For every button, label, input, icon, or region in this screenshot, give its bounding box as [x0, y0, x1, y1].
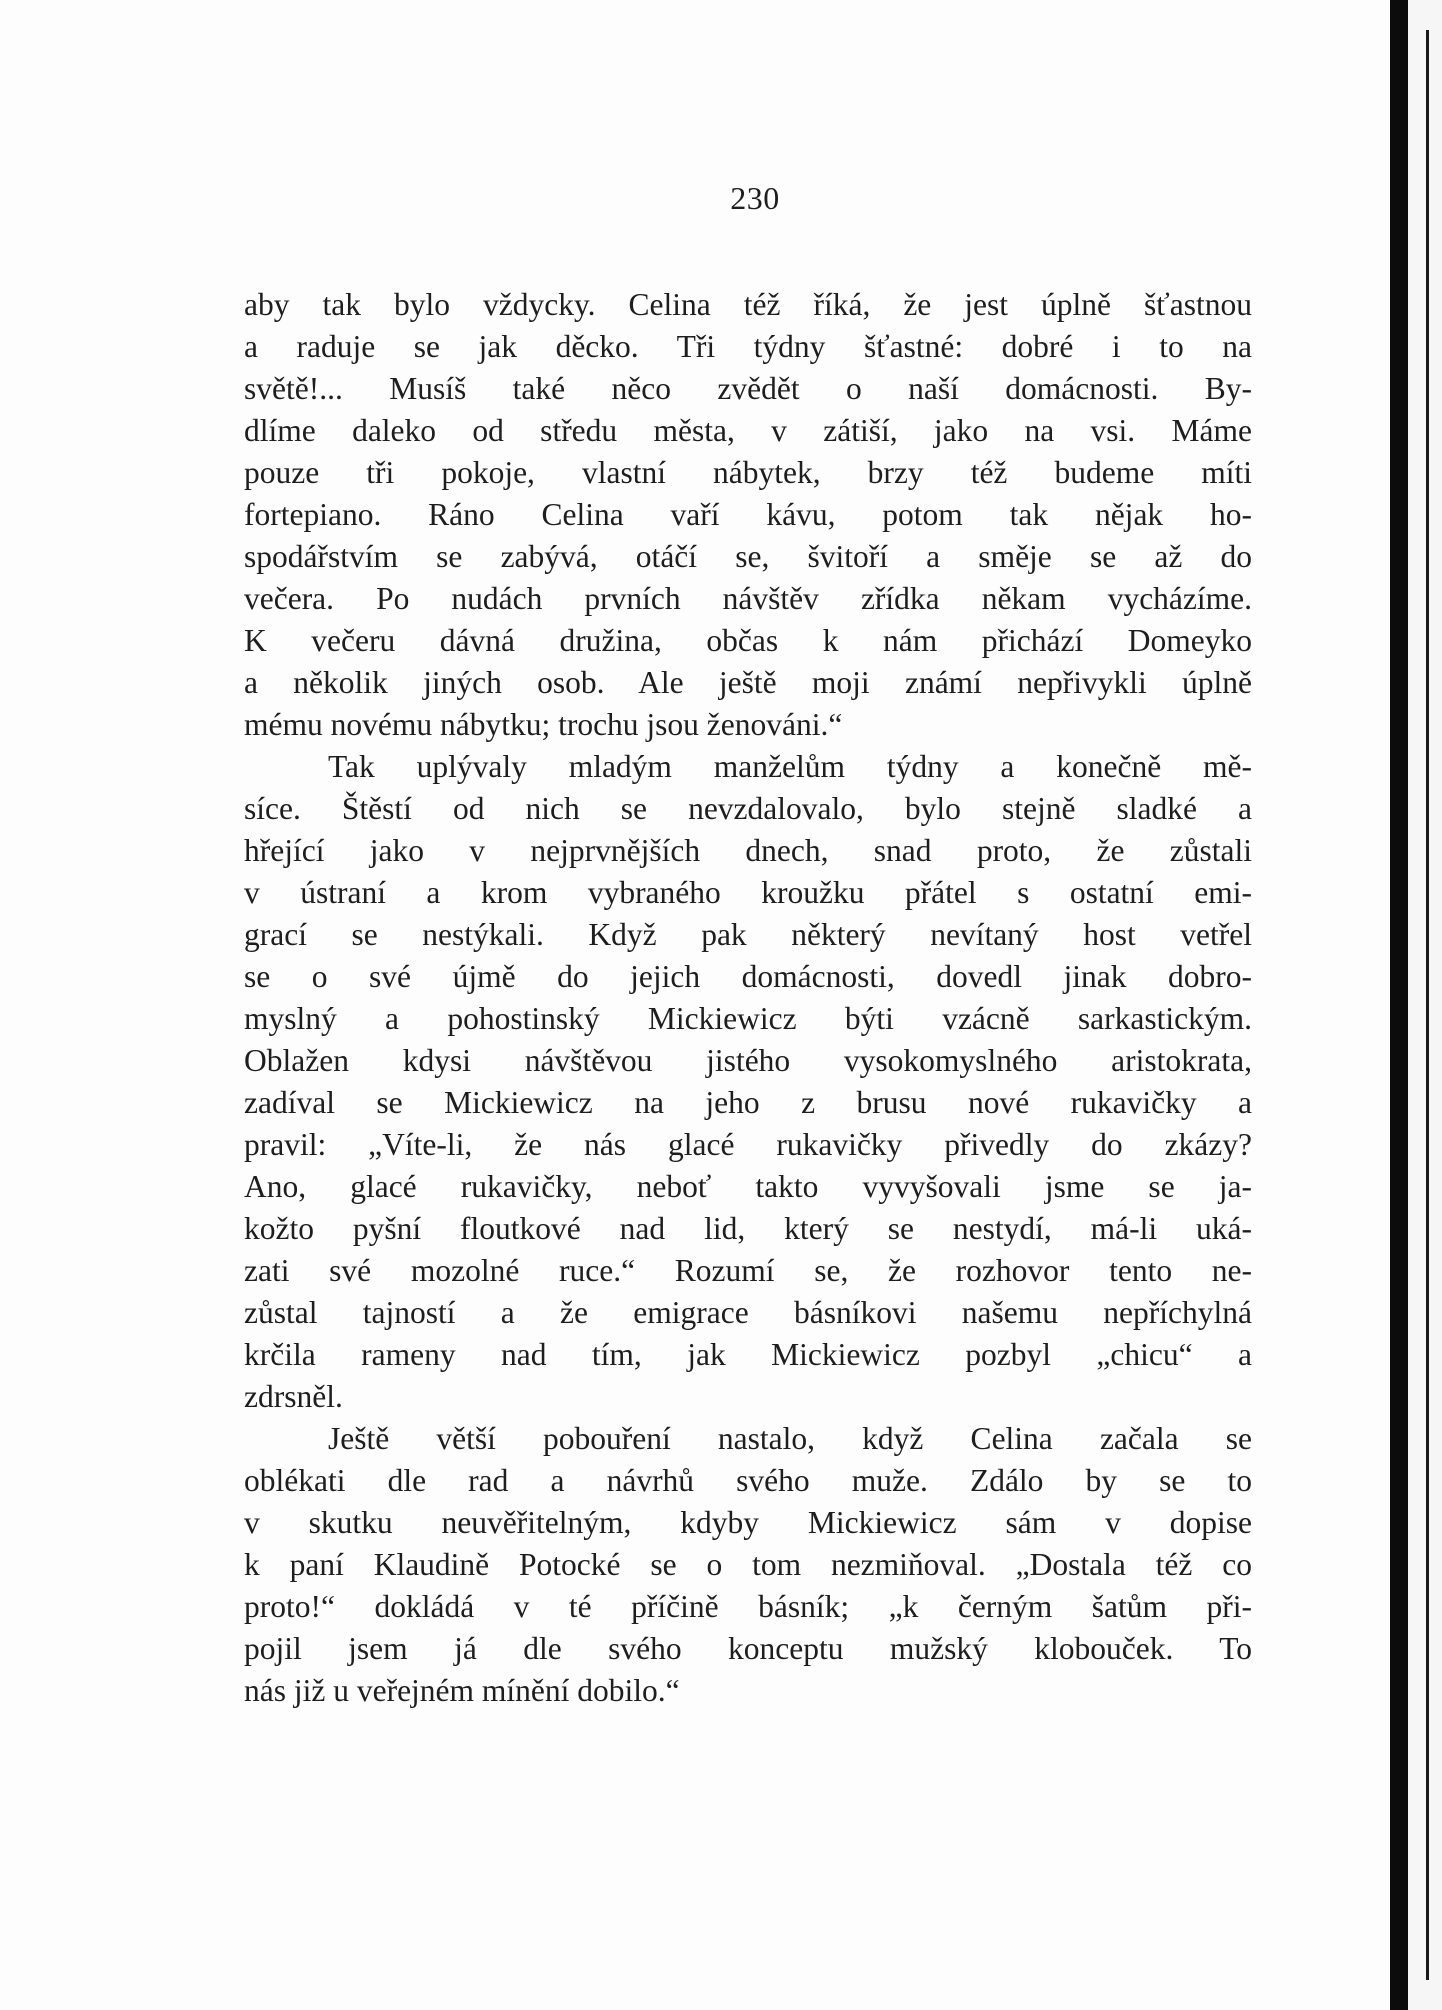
body-text [244, 284, 1252, 1712]
text-line: světě!... Musíš také něco zvědět o naší domácnosti. By- [244, 371, 1252, 406]
text-line: kožto pyšní floutkové nad lid, který se nestydí, má-li uká- [244, 1211, 1252, 1246]
text-line: dlíme daleko od středu města, v zátiší, jako na vsi. Máme [244, 413, 1252, 448]
text-line: mému novému nábytku; trochu jsou ženováni.“ [244, 707, 843, 742]
adjacent-page-rule [1426, 30, 1429, 1980]
text-line: se o své újmě do jejich domácnosti, dovedl jinak dobro- [244, 959, 1252, 994]
text-line: zdrsněl. [244, 1379, 343, 1414]
paragraph-1 [244, 284, 1252, 746]
text-line: krčila rameny nad tím, jak Mickiewicz pozbyl „chicu“ a [244, 1337, 1252, 1372]
text-line: večera. Po nudách prvních návštěv zřídka někam vycházíme. [244, 581, 1252, 616]
text-line: pravil: „Víte-li, že nás glacé rukavičky přivedly do zkázy? [244, 1127, 1252, 1162]
text-line: aby tak bylo vždycky. Celina též říká, že jest úplně šťastnou [244, 287, 1252, 322]
text-line: Ještě větší pobouření nastalo, když Celina začala se [328, 1421, 1252, 1456]
text-line: a raduje se jak děcko. Tři týdny šťastné: dobré i to na [244, 329, 1252, 364]
text-line: nás již u veřejném mínění dobilo.“ [244, 1673, 680, 1708]
text-line: k paní Klaudině Potocké se o tom nezmiňoval. „Dostala též co [244, 1547, 1252, 1582]
text-line: a několik jiných osob. Ale ještě moji známí nepřivykli úplně [244, 665, 1252, 700]
text-line: v skutku neuvěřitelným, kdyby Mickiewicz sám v dopise [244, 1505, 1252, 1540]
text-line: spodářstvím se zabývá, otáčí se, švitoří a směje se až do [244, 539, 1252, 574]
text-line: Oblažen kdysi návštěvou jistého vysokomyslného aristokrata, [244, 1043, 1252, 1078]
text-line: v ústraní a krom vybraného kroužku přátel s ostatní emi- [244, 875, 1252, 910]
paragraph-3 [244, 1418, 1252, 1712]
page-edge-shadow [1390, 0, 1408, 2010]
text-line: zůstal tajností a že emigrace básníkovi našemu nepříchylná [244, 1295, 1252, 1330]
page-number: 230 [730, 180, 780, 216]
text-line: zati své mozolné ruce.“ Rozumí se, že rozhovor tento ne- [244, 1253, 1252, 1288]
text-line: oblékati dle rad a návrhů svého muže. Zdálo by se to [244, 1463, 1252, 1498]
text-line: K večeru dávná družina, občas k nám přichází Domeyko [244, 623, 1252, 658]
paragraph-2 [244, 746, 1252, 1418]
text-line: Tak uplývaly mladým manželům týdny a konečně mě- [328, 749, 1252, 784]
text-line: Ano, glacé rukavičky, neboť takto vyvyšovali jsme se ja- [244, 1169, 1252, 1204]
text-line: pojil jsem já dle svého konceptu mužský klobouček. To [244, 1631, 1252, 1666]
text-line: síce. Štěstí od nich se nevzdalovalo, bylo stejně sladké a [244, 791, 1252, 826]
text-line: grací se nestýkali. Když pak některý nevítaný host vetřel [244, 917, 1252, 952]
adjacent-page-strip [1408, 0, 1442, 2010]
text-line: myslný a pohostinský Mickiewicz býti vzácně sarkastickým. [244, 1001, 1252, 1036]
text-line: pouze tři pokoje, vlastní nábytek, brzy též budeme míti [244, 455, 1252, 490]
text-line: fortepiano. Ráno Celina vaří kávu, potom tak nějak ho- [244, 497, 1252, 532]
text-line: proto!“ dokládá v té příčině básník; „k černým šatům při- [244, 1589, 1252, 1624]
text-line: hřející jako v nejprvnějších dnech, snad proto, že zůstali [244, 833, 1252, 868]
text-line: zadíval se Mickiewicz na jeho z brusu nové rukavičky a [244, 1085, 1252, 1120]
